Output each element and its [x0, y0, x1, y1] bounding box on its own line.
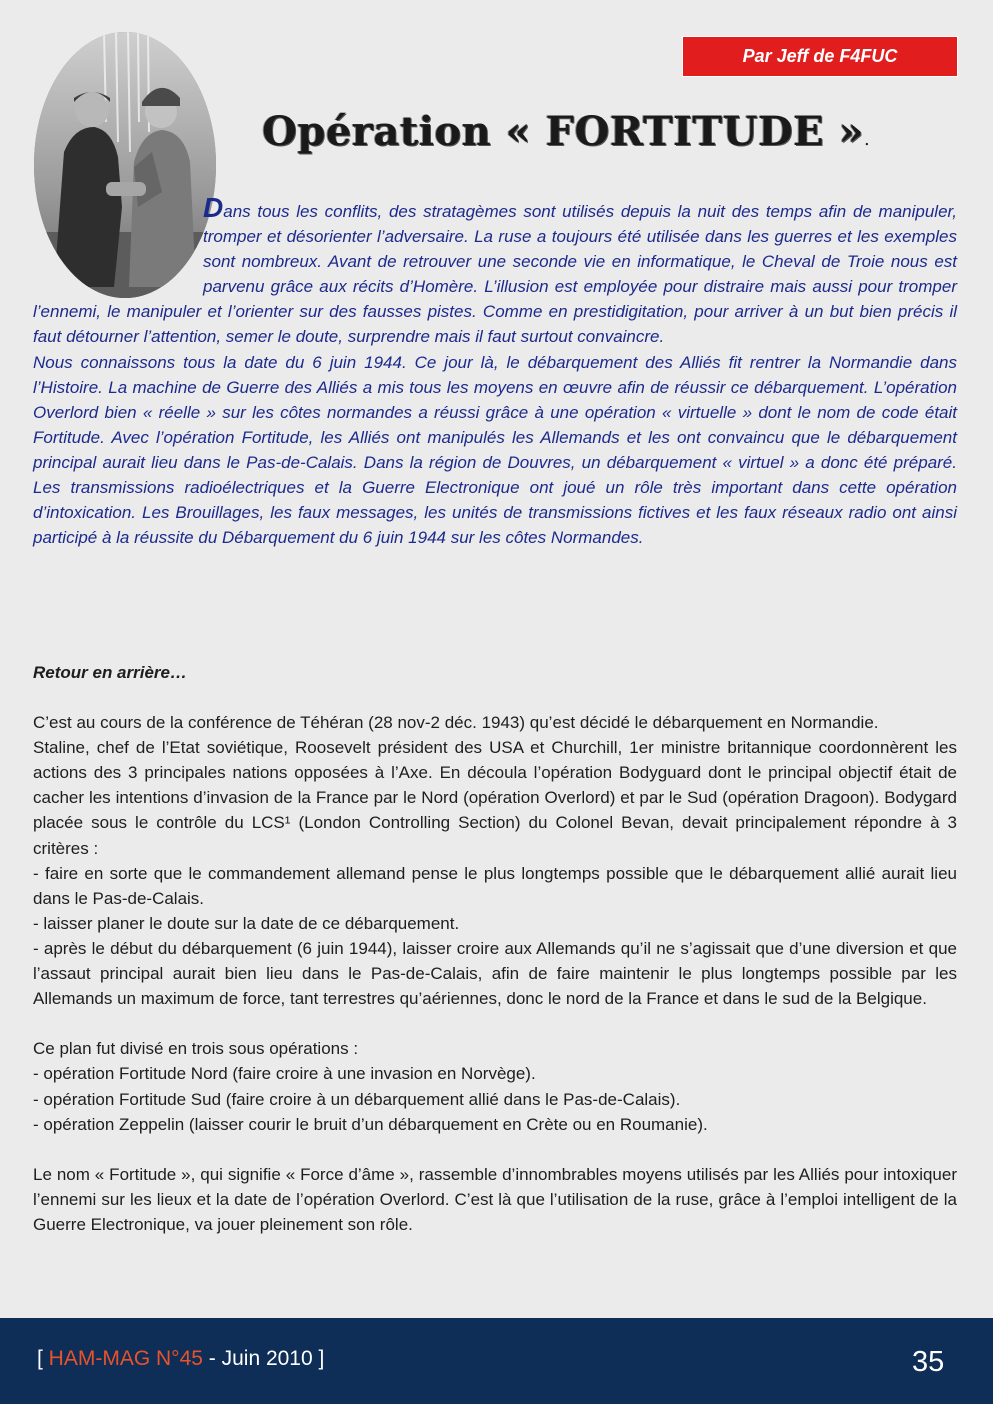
separator: -: [202, 1347, 222, 1370]
title-text: Opération « FORTITUDE »: [262, 108, 865, 155]
list-item: - opération Fortitude Sud (faire croire à un débarquement allié dans le Pas-de-Calais).: [33, 1089, 681, 1109]
intro-text: [33, 192, 957, 550]
footer-issue-label: [37, 1347, 324, 1371]
title-period: .: [864, 129, 871, 150]
spacer: [33, 1137, 957, 1162]
article-body: [33, 660, 957, 1237]
section-heading: Retour en arrière…: [33, 663, 187, 682]
author-credit: Par Jeff de F4FUC: [682, 36, 958, 77]
list-item: - laisser planer le doute sur la date de ce débarquement.: [33, 913, 460, 933]
issue-date: Juin 2010: [221, 1347, 313, 1370]
body-paragraph: Staline, chef de l’Etat soviétique, Roosevelt président des USA et Churchill, 1er ministre britannique coordonnèrent les actions des 3 principales nations opposées à l’Axe. En découla l’opération Bodyguard dont le principal objectif était de cacher les intentions d’invasion de la France par le Nord (opération Overlord) et par le Sud (opération Dragoon). Bodygard placée sous le contrôle du LCS¹ (London Controlling Section) du Colonel Bevan, devait principalement répondre à 3 critères :: [33, 738, 957, 858]
body-paragraph: Le nom « Fortitude », qui signifie « Force d’âme », rassemble d’innombrables moyens utilisés par les Alliés pour intoxiquer l’ennemi sur les lieux et la date de l’opération Overlord. C’est là que l’utilisation de la ruse, grâce à l’emploi intelligent de la Guerre Electronique, va jouer pleinement son rôle.: [33, 1164, 957, 1234]
list-item: - faire en sorte que le commandement allemand pense le plus longtemps possible que le débarquement allié aurait lieu dans le Pas-de-Calais.: [33, 863, 957, 908]
page-number: 35: [912, 1346, 945, 1378]
intro-paragraph-2: Nous connaissons tous la date du 6 juin 1944. Ce jour là, le débarquement des Alliés fit rentrer la Normandie dans l’Histoire. La machine de Guerre des Alliés a mis tous les moyens en œuvre afin de réussir ce débarquement. L’opération Overlord bien « réelle » sur les côtes normandes a réussi grâce à une opération « virtuelle » dont le nom de code était Fortitude. Avec l’opération Fortitude, les Alliés ont manipulés les Allemands et les ont convaincu que le débarquement principal aurait lieu dans le Pas-de-Calais. Dans la région de Douvres, un débarquement « virtuel » a donc été préparé. Les transmissions radioélectriques et la Guerre Electronique ont joué un rôle très important dans cette opération d’intoxication. Les Brouillages, les faux messages, les unités de transmissions fictives et les faux réseaux radio ont ainsi participé à la réussite du Débarquement du 6 juin 1944 sur les côtes Normandes.: [33, 352, 957, 548]
body-paragraph: C’est au cours de la conférence de Téhéran (28 nov-2 déc. 1943) qu’est décidé le débarquement en Normandie.: [33, 713, 879, 733]
drop-cap: D: [203, 192, 224, 223]
intro-paragraph-1-text: ans tous les conflits, des stratagèmes sont utilisés depuis la nuit des temps afin de manipuler, tromper et désorienter l’adversaire. La ruse a toujours été utilisée dans les guerres et les exemples sont nombreux. Avant de retrouver une seconde vie en informatique, le Cheval de Troie nous est parvenu grâce aux récits d’Homère. L’illusion est employée pour distraire mais aussi pour tromper l’ennemi, le manipuler et l’orienter sur des fausses pistes. Comme en prestidigitation, pour arriver à un but bien précis il faut détourner l’attention, semer le doute, surprendre mais il faut surtout convaincre.: [33, 202, 957, 347]
bracket-close: ]: [312, 1347, 325, 1370]
page-title: [262, 108, 962, 155]
spacer: [33, 1011, 957, 1036]
photo-wrap-spacer: [33, 198, 203, 299]
magazine-name: HAM-MAG N°45: [48, 1347, 203, 1370]
bracket-open: [: [37, 1347, 49, 1370]
body-paragraph: Ce plan fut divisé en trois sous opérations :: [33, 1039, 359, 1059]
list-item: - après le début du débarquement (6 juin 1944), laisser croire aux Allemands qu’il ne s’agissait que d’une diversion et que l’assaut principal aurait bien lieu dans le Pas-de-Calais, afin de faire maintenir le plus longtemps possible par les Allemands un maximum de force, tant terrestres qu’aériennes, donc le nord de la France et dans le sud de la Belgique.: [33, 938, 957, 1009]
list-item: - opération Zeppelin (laisser courir le bruit d’un débarquement en Crète ou en Roumanie).: [33, 1114, 708, 1134]
list-item: - opération Fortitude Nord (faire croire à une invasion en Norvège).: [33, 1064, 536, 1084]
